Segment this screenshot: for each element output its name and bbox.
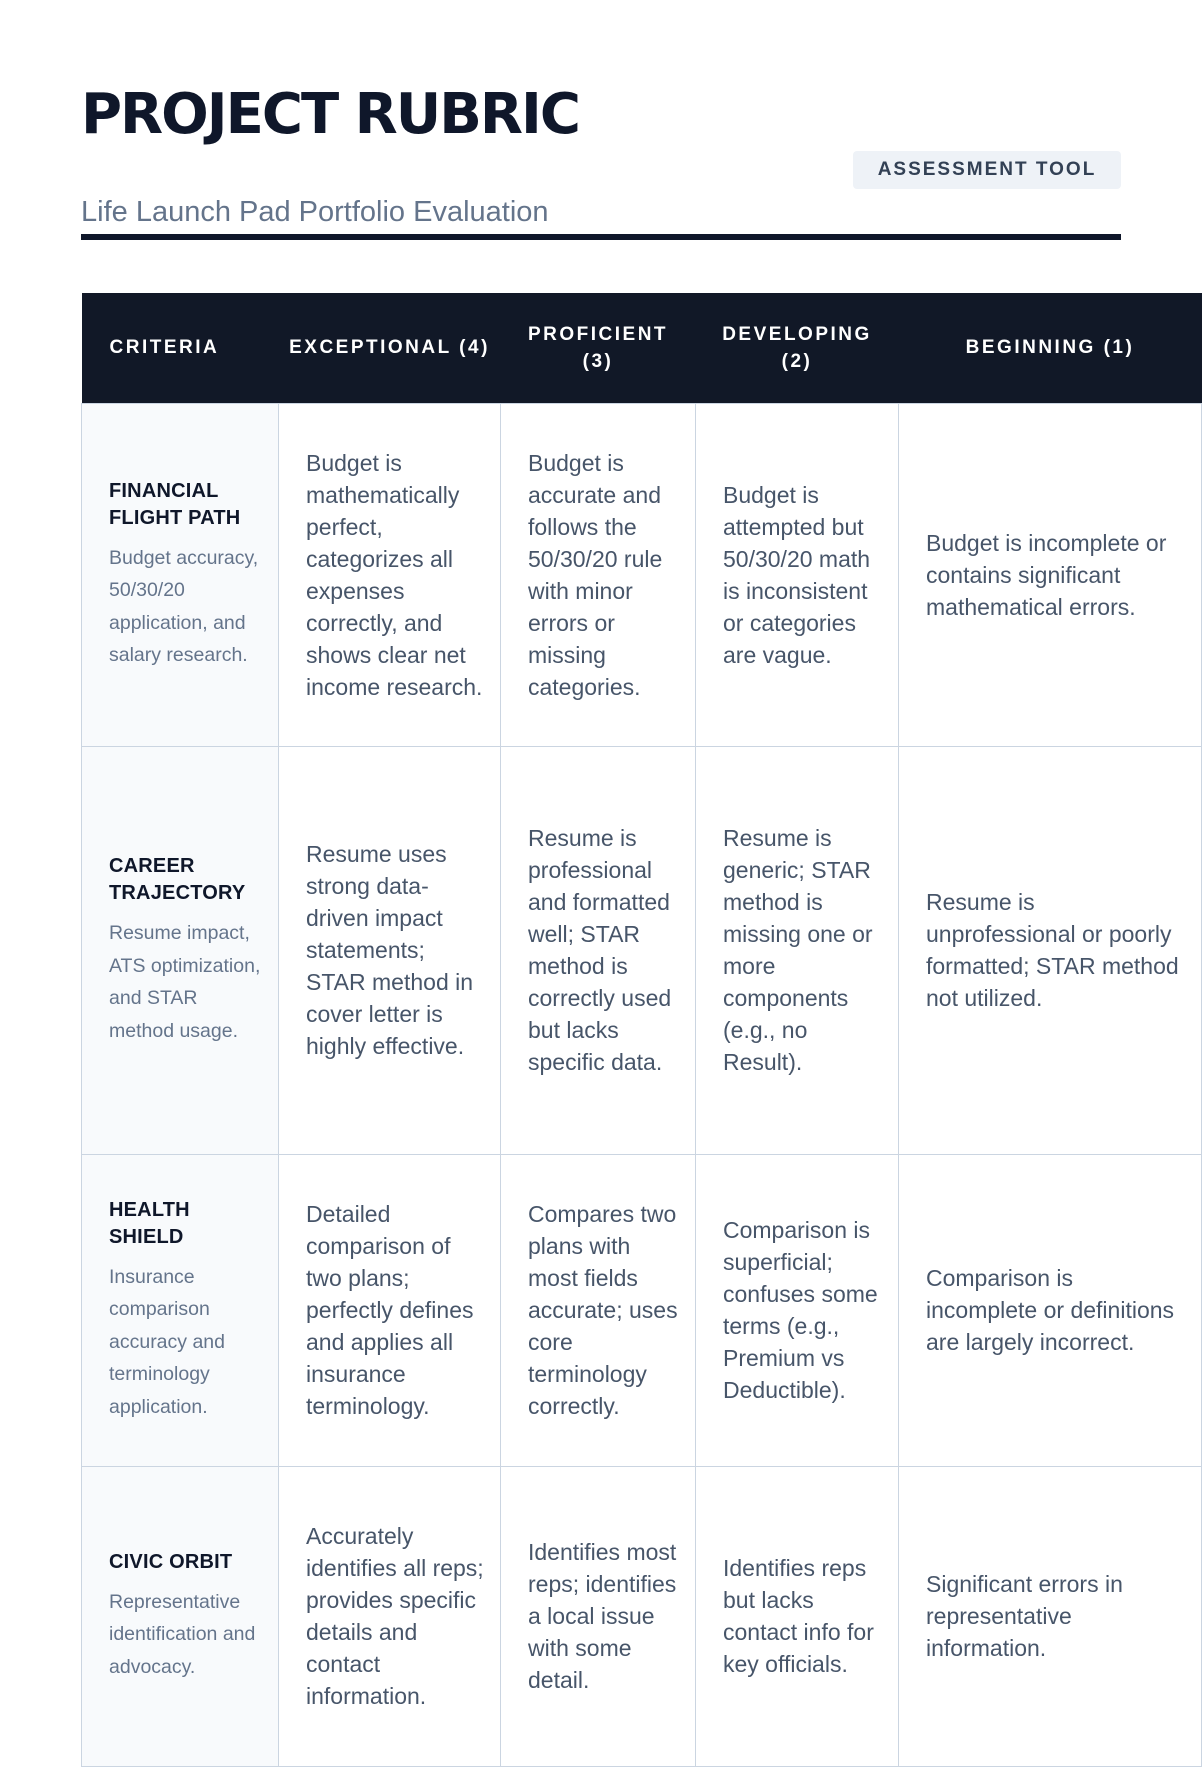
criterion-description: Budget accuracy, 50/30/20 application, and salary research.	[109, 546, 259, 666]
page-header	[81, 82, 1121, 242]
page-subtitle: Life Launch Pad Portfolio Evaluation	[81, 196, 549, 228]
column-header-beginning: BEGINNING (1)	[899, 293, 1202, 403]
table-row	[82, 403, 1202, 746]
rubric-page	[81, 0, 1200, 1709]
beginning-cell: Resume is unprofessional or poorly formatted; STAR method not utilized.	[899, 746, 1202, 1154]
column-header-developing: DEVELOPING (2)	[696, 293, 899, 403]
page-title: PROJECT RUBRIC	[81, 82, 579, 147]
column-header-criteria: CRITERIA	[82, 293, 279, 403]
exceptional-cell: Accurately identifies all reps; provides specific details and contact information.	[279, 1466, 501, 1766]
criterion-title: CIVIC ORBIT	[109, 1550, 233, 1573]
column-header-proficient: PROFICIENT (3)	[501, 293, 696, 403]
table-row	[82, 1154, 1202, 1466]
rubric-table	[81, 293, 1202, 1767]
rubric-table-header	[82, 293, 1202, 403]
criterion-description: Insurance comparison accuracy and terminology application.	[109, 1265, 225, 1418]
proficient-cell: Identifies most reps; identifies a local issue with some detail.	[501, 1466, 696, 1766]
criterion-title: FINANCIAL FLIGHT PATH	[109, 479, 241, 529]
exceptional-cell: Detailed comparison of two plans; perfectly defines and applies all insurance terminology.	[279, 1154, 501, 1466]
criterion-title: CAREER TRAJECTORY	[109, 855, 246, 904]
criterion-cell	[82, 403, 279, 746]
header-divider	[81, 234, 1121, 240]
beginning-cell: Comparison is incomplete or definitions are largely incorrect.	[899, 1154, 1202, 1466]
criterion-cell	[82, 746, 279, 1154]
beginning-cell: Significant errors in representative information.	[899, 1466, 1202, 1766]
rubric-table-body	[82, 403, 1202, 1766]
criterion-cell	[82, 1154, 279, 1466]
table-row	[82, 1466, 1202, 1766]
criterion-title: HEALTH SHIELD	[109, 1198, 190, 1248]
developing-cell: Comparison is superficial; confuses some terms (e.g., Premium vs Deductible).	[696, 1154, 899, 1466]
criterion-cell	[82, 1466, 279, 1766]
criterion-description: Representative identification and advocacy.	[109, 1590, 256, 1678]
proficient-cell: Compares two plans with most fields accurate; uses core terminology correctly.	[501, 1154, 696, 1466]
table-row	[82, 746, 1202, 1154]
proficient-cell: Budget is accurate and follows the 50/30/20 rule with minor errors or missing categories.	[501, 403, 696, 746]
exceptional-cell: Budget is mathematically perfect, categorizes all expenses correctly, and shows clear net income research.	[279, 403, 501, 746]
developing-cell: Identifies reps but lacks contact info for key officials.	[696, 1466, 899, 1766]
developing-cell: Budget is attempted but 50/30/20 math is inconsistent or categories are vague.	[696, 403, 899, 746]
column-header-exceptional: EXCEPTIONAL (4)	[279, 293, 501, 403]
beginning-cell: Budget is incomplete or contains significant mathematical errors.	[899, 403, 1202, 746]
assessment-tool-badge: ASSESSMENT TOOL	[853, 151, 1121, 189]
criterion-description: Resume impact, ATS optimization, and STAR method usage.	[109, 922, 261, 1042]
exceptional-cell: Resume uses strong data-driven impact statements; STAR method in cover letter is highly effective.	[279, 746, 501, 1154]
developing-cell: Resume is generic; STAR method is missing one or more components (e.g., no Result).	[696, 746, 899, 1154]
header-row	[82, 293, 1202, 403]
proficient-cell: Resume is professional and formatted well; STAR method is correctly used but lacks specific data.	[501, 746, 696, 1154]
